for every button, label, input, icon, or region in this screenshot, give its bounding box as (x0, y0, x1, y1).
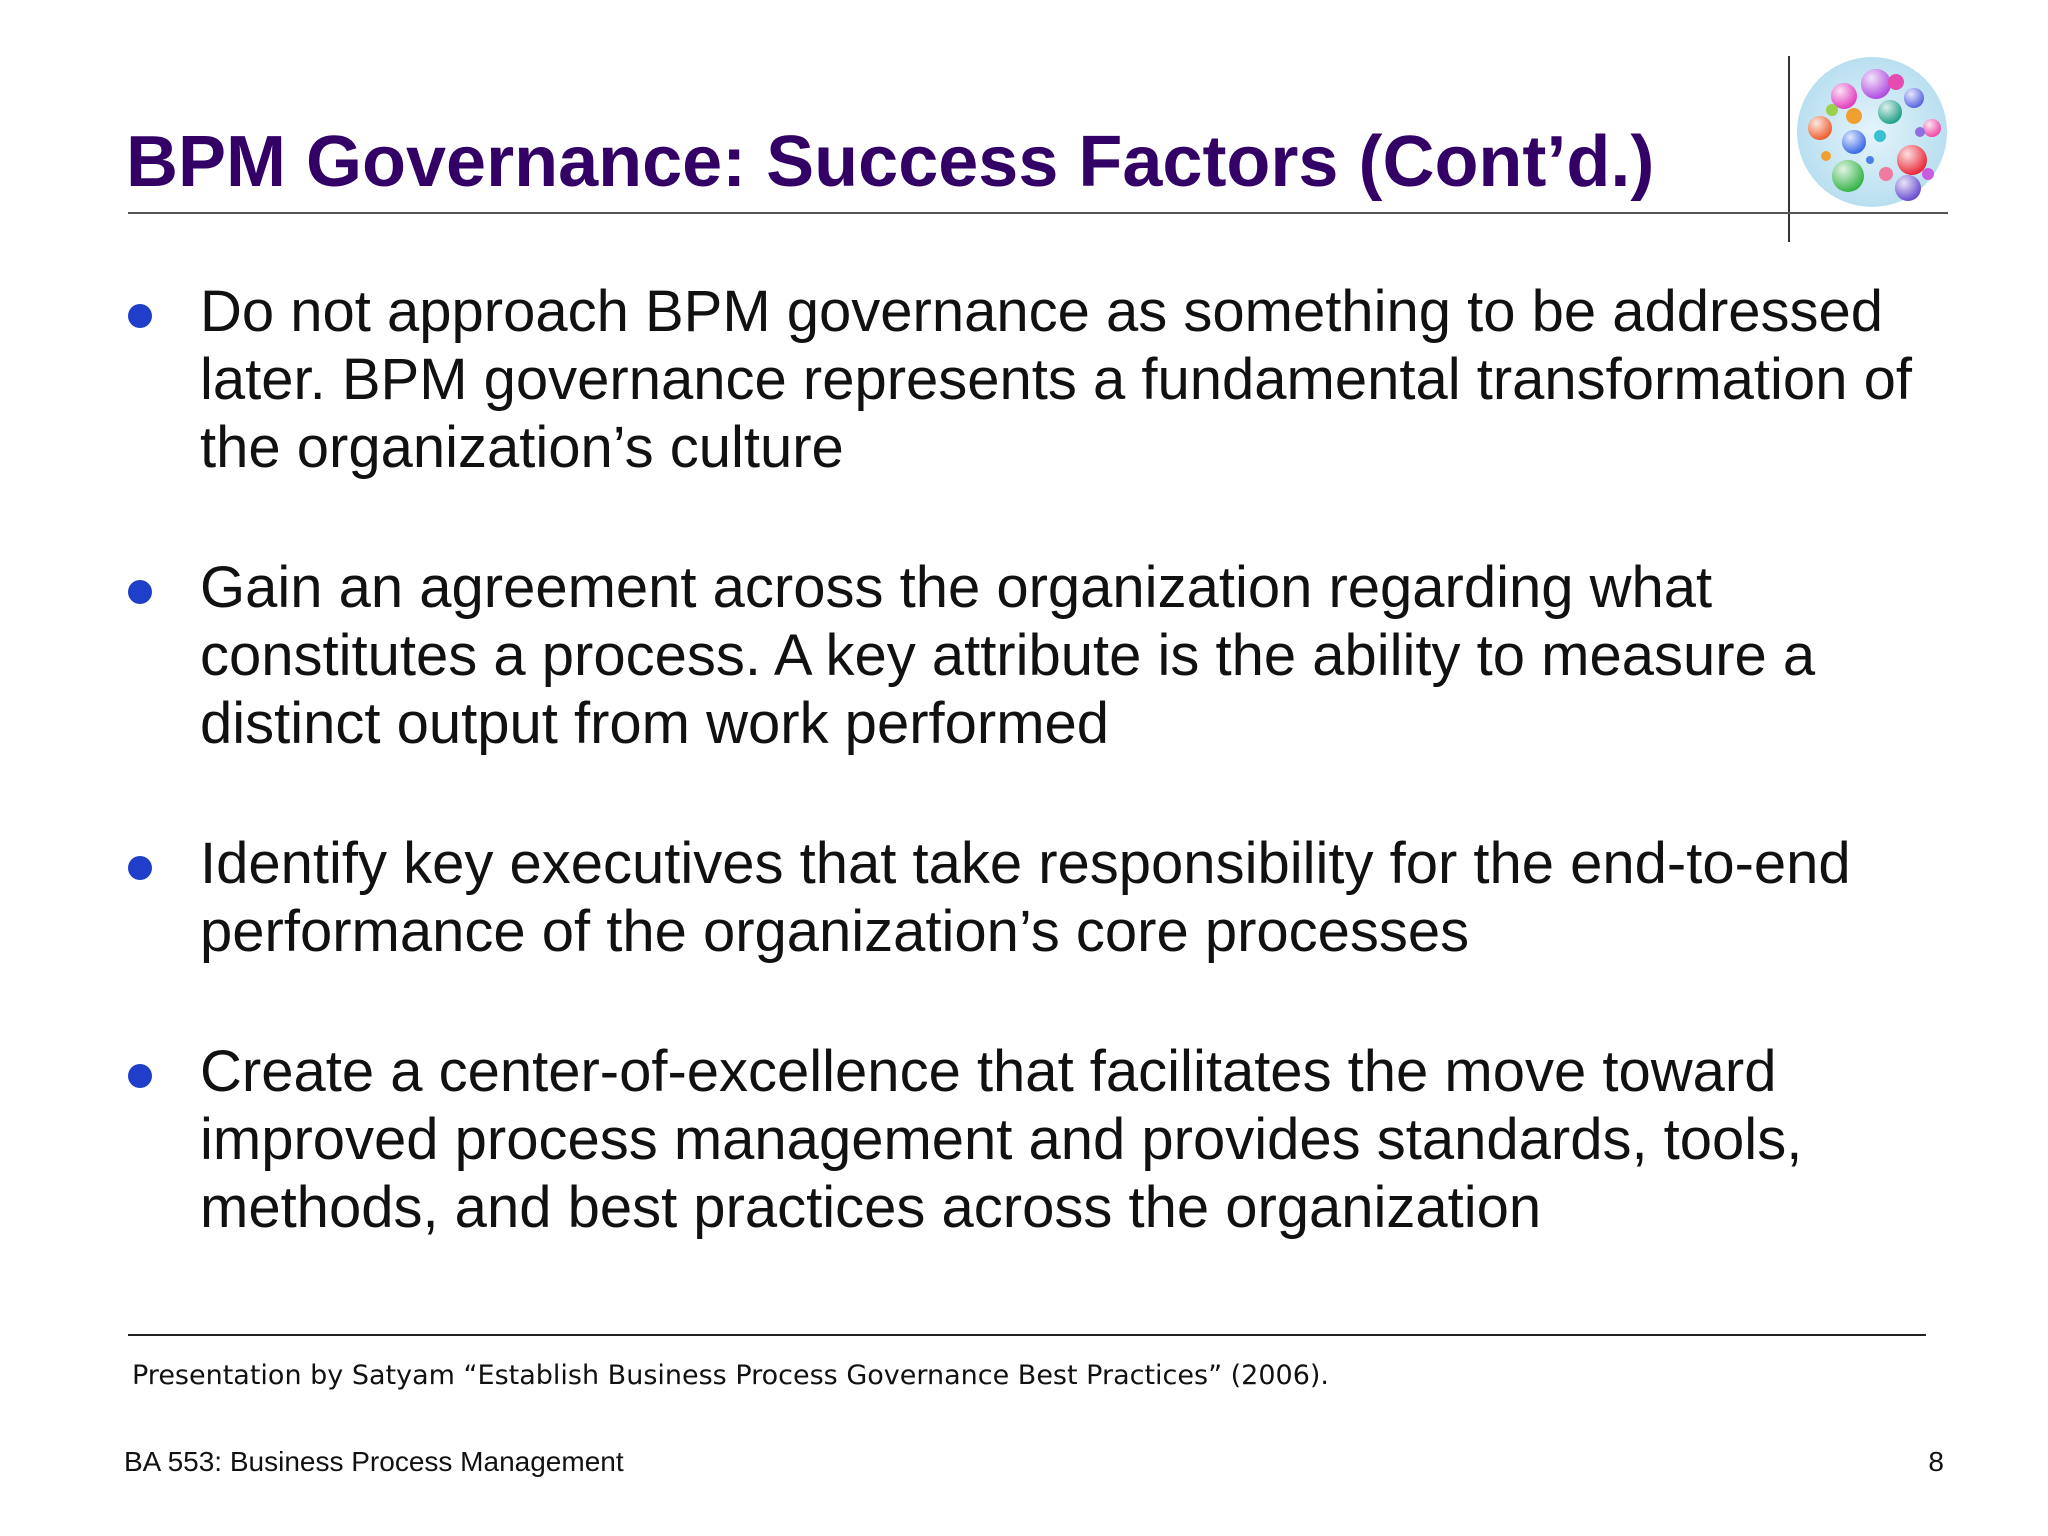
title-divider (128, 212, 1948, 214)
bubbles-logo-icon (1796, 56, 1948, 208)
bullet-dot-icon (128, 856, 152, 880)
bullet-item: Do not approach BPM governance as something to be addressed later. BPM governance represents a fundamental transformation of the organization’s culture (200, 279, 1912, 480)
bullet-item: Identify key executives that take responsibility for the end-to-end performance of the organization’s core processes (200, 831, 1851, 964)
page-number: 8 (1928, 1446, 1944, 1477)
bullet-dot-icon (128, 304, 152, 328)
bullet-item: Gain an agreement across the organization regarding what constitutes a process. A key attribute is the ability to measure a distinct output from work performed (200, 555, 1816, 756)
logo-divider (1788, 56, 1790, 242)
course-label: BA 553: Business Process Management (124, 1446, 624, 1477)
bullet-item: Create a center-of-excellence that facilitates the move toward improved process management and provides standards, tools, methods, and best practices across the organization (200, 1039, 1803, 1240)
bullet-dot-icon (128, 580, 152, 604)
slide-title: BPM Governance: Success Factors (Cont’d.) (126, 122, 1655, 202)
bullet-dot-icon (128, 1064, 152, 1088)
source-footnote: Presentation by Satyam “Establish Business Process Governance Best Practices” (2006). (132, 1360, 1330, 1391)
footnote-divider (128, 1334, 1926, 1336)
